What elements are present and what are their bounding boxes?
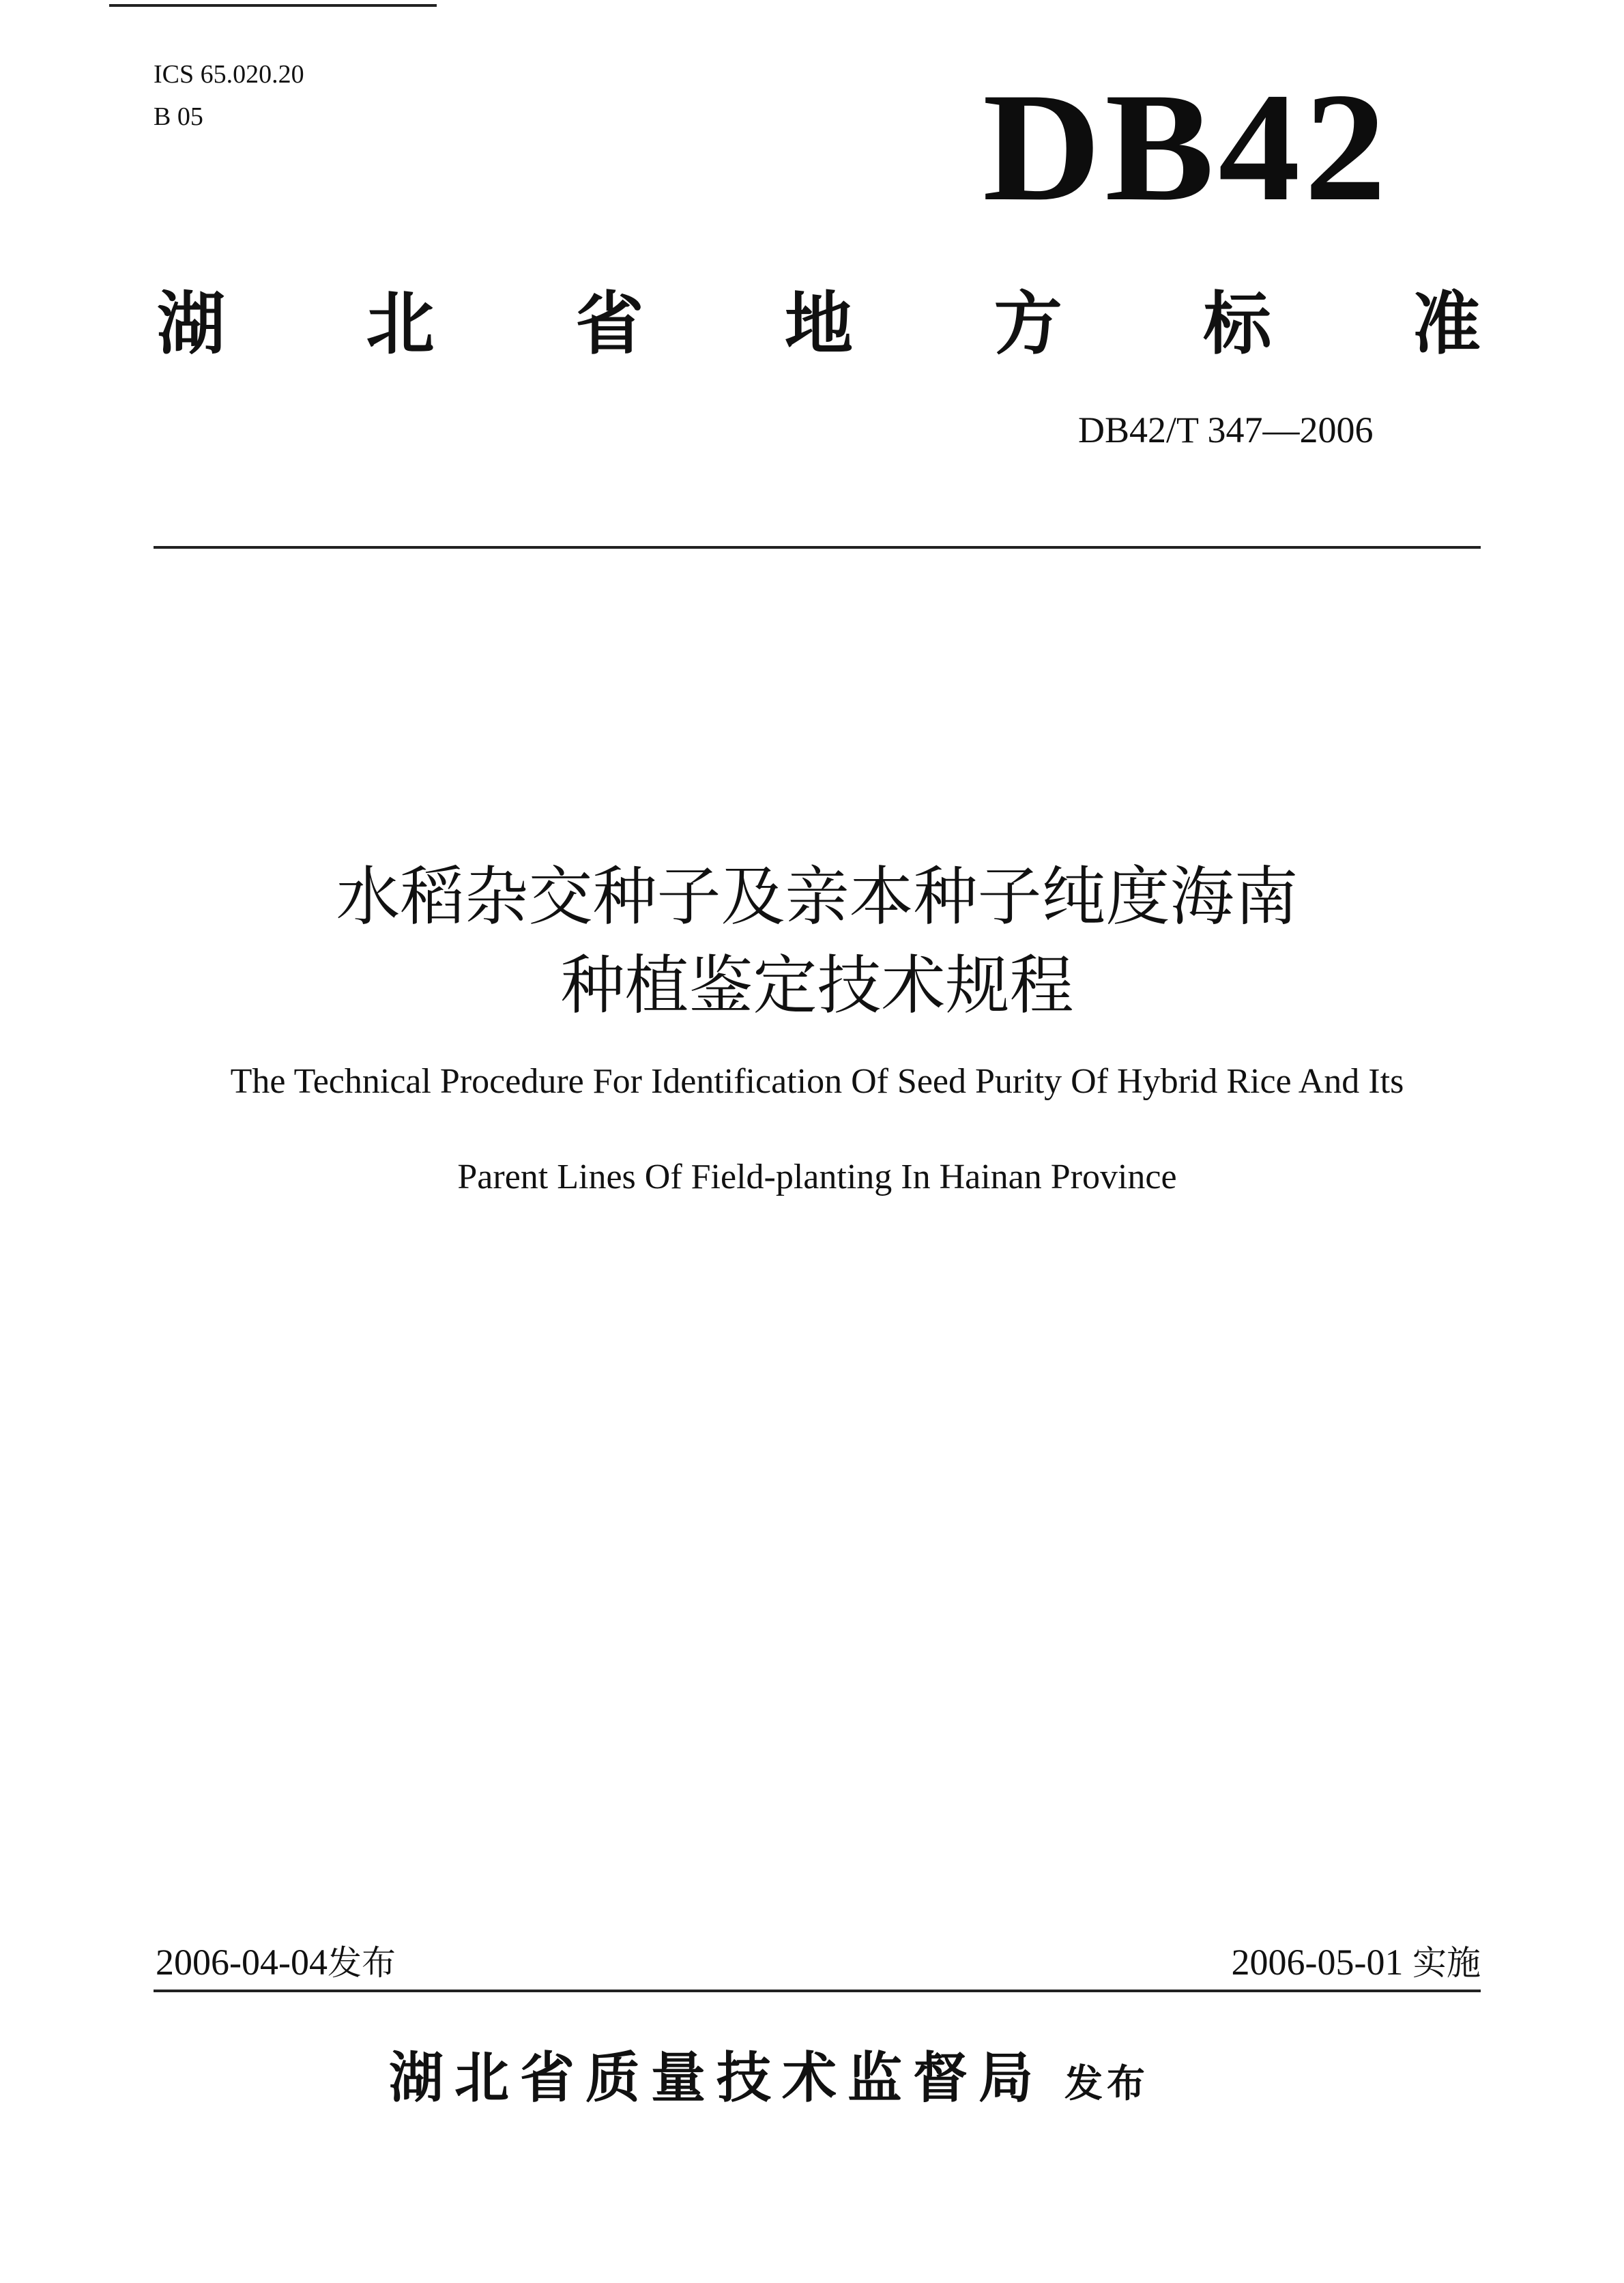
standard-type-char: 准	[1412, 284, 1481, 364]
effective-date-value: 2006-05-01	[1231, 1942, 1404, 1983]
title-english-line-2: Parent Lines Of Field-planting In Hainan Province	[457, 1158, 1177, 1196]
standard-type-char: 北	[366, 284, 435, 364]
standard-type-heading	[157, 276, 1481, 372]
title-chinese-line-2: 种植鉴定技术规程	[560, 949, 1074, 1023]
standard-number: DB42/T 347—2006	[1078, 410, 1374, 450]
publisher-name: 湖北省质量技术监督局	[389, 2046, 1044, 2110]
issue-date-label: 发布	[327, 1943, 396, 1983]
publisher-suffix: 发布	[1064, 2062, 1149, 2106]
standard-type-char: 标	[1203, 284, 1272, 364]
standard-type-char: 方	[994, 284, 1062, 364]
issue-date-value: 2006-04-04	[156, 1942, 328, 1983]
issue-date	[156, 1938, 396, 1987]
title-chinese-line-1: 水稻杂交种子及亲本种子纯度海南	[336, 860, 1299, 934]
effective-date	[1232, 1938, 1481, 1987]
top-edge-rule	[109, 4, 437, 7]
header-divider	[154, 546, 1481, 549]
standard-type-char: 省	[575, 284, 644, 364]
standard-logo: DB42	[983, 60, 1391, 233]
standard-type-char: 湖	[157, 284, 225, 364]
standard-type-char: 地	[784, 284, 853, 364]
title-english-line-1: The Technical Procedure For Identification Of Seed Purity Of Hybrid Rice And Its	[230, 1062, 1404, 1101]
ics-code: ICS 65.020.20	[154, 60, 304, 89]
publisher	[389, 2041, 1149, 2122]
ccs-code: B 05	[154, 102, 203, 131]
footer-divider	[154, 1990, 1481, 1992]
effective-date-label: 实施	[1412, 1943, 1481, 1983]
